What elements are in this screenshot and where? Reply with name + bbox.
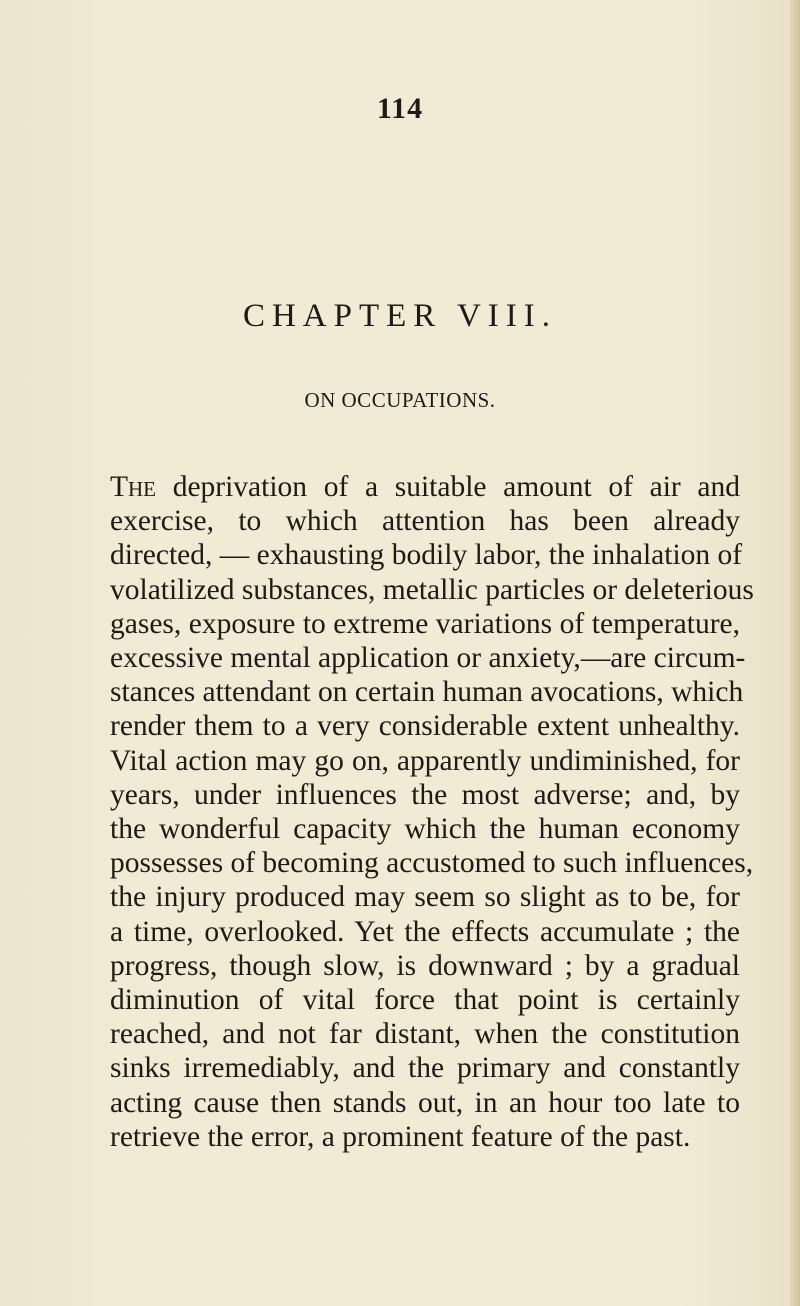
page-edge — [790, 0, 800, 1306]
text-line: progress, though slow, is downward ; by a gradual — [110, 949, 740, 982]
text-line: the wonderful capacity which the human economy — [110, 813, 740, 846]
page-number: 114 — [376, 92, 424, 125]
text-line: diminution of vital force that point is certainly — [110, 984, 740, 1017]
chapter-body — [110, 470, 754, 1154]
text-line: excessive mental application or anxiety,—are circum- — [110, 642, 746, 675]
text-line: a time, overlooked. Yet the effects accumulate ; the — [110, 915, 740, 948]
text-line: exercise, to which attention has been already — [110, 505, 740, 538]
text-line: possesses of becoming accustomed to such influences, — [110, 847, 754, 880]
lead-word: The — [110, 471, 157, 503]
text-line: reached, and not far distant, when the constitution — [110, 1018, 740, 1051]
chapter-subtitle: ON OCCUPATIONS. — [304, 388, 496, 412]
text-line — [110, 470, 740, 504]
text-line-content: deprivation of a suitable amount of air and — [156, 471, 740, 503]
text-line: retrieve the error, a prominent feature of the past. — [110, 1120, 691, 1153]
text-line: years, under influences the most adverse; and, by — [110, 778, 740, 811]
text-line: sinks irremediably, and the primary and constantly — [110, 1052, 740, 1085]
chapter-title: CHAPTER VIII. — [242, 298, 558, 334]
text-line: directed, — exhausting bodily labor, the inhalation of — [110, 539, 743, 572]
text-line: acting cause then stands out, in an hour too late to — [110, 1086, 740, 1119]
text-line: the injury produced may seem so slight as to be, for — [110, 881, 740, 914]
text-line: render them to a very considerable extent unhealthy. — [110, 710, 740, 743]
text-line: Vital action may go on, apparently undiminished, for — [110, 744, 740, 777]
text-line: gases, exposure to extreme variations of temperature, — [110, 607, 740, 640]
text-line: volatilized substances, metallic particles or deleterious — [110, 573, 754, 606]
text-line: stances attendant on certain human avocations, which — [110, 676, 744, 709]
